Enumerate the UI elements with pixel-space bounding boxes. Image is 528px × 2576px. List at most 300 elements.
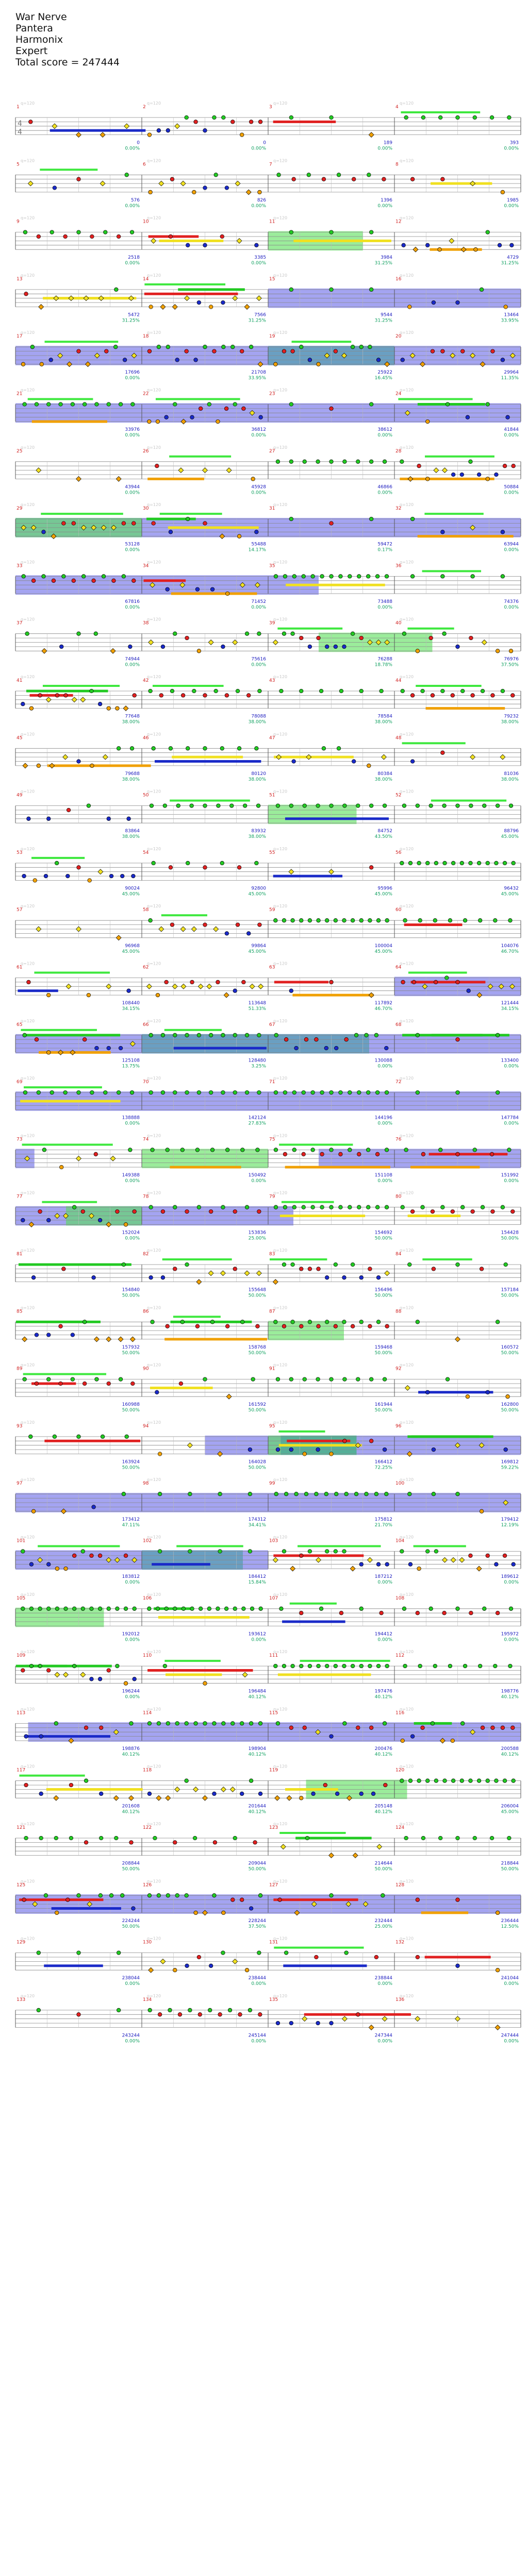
measure-score: 232444 xyxy=(374,1918,392,1924)
note-blue xyxy=(501,530,505,534)
sustain-yellow xyxy=(172,756,243,759)
measure-number: 14 xyxy=(143,276,149,282)
note-blue xyxy=(53,186,57,190)
note-green xyxy=(81,1607,85,1611)
note-green xyxy=(119,1377,123,1382)
star-power-bar xyxy=(42,1201,97,1203)
note-red xyxy=(212,349,217,353)
note-red xyxy=(242,407,246,411)
note-orange xyxy=(451,1739,455,1743)
note-green xyxy=(203,804,207,808)
note-green xyxy=(320,1205,324,1209)
note-green xyxy=(291,1262,295,1267)
measure-percent: 0.00% xyxy=(504,1064,519,1069)
note-green xyxy=(46,1607,51,1611)
note-blue xyxy=(258,1792,262,1796)
measure-number: 127 xyxy=(269,1882,278,1888)
tempo-marker: q=120 xyxy=(147,1822,161,1826)
note-red xyxy=(218,2013,222,2017)
measure-percent: 0.00% xyxy=(251,662,266,668)
tempo-marker: q=120 xyxy=(400,1076,414,1081)
tempo-marker: q=120 xyxy=(273,732,288,737)
measure-score: 228244 xyxy=(248,1918,266,1924)
note-red xyxy=(329,980,334,984)
measure-percent: 50.00% xyxy=(248,1293,266,1299)
note-green xyxy=(512,861,516,865)
measure-score: 95996 xyxy=(377,886,392,891)
measure-score: 208844 xyxy=(122,1861,140,1866)
measure-number: 81 xyxy=(16,1252,23,1257)
note-orange xyxy=(353,1853,358,1858)
measure-score: 150492 xyxy=(248,1173,266,1178)
note-red xyxy=(434,980,438,984)
note-green xyxy=(509,804,513,808)
note-red xyxy=(31,579,36,583)
note-green xyxy=(236,689,240,693)
measure-percent: 0.00% xyxy=(125,1637,140,1643)
measure-score: 128480 xyxy=(248,1058,266,1064)
note-green xyxy=(504,1262,508,1267)
measure-number: 94 xyxy=(143,1423,149,1429)
tempo-marker: q=120 xyxy=(400,1649,414,1655)
measure-row xyxy=(15,800,521,824)
measure-percent: 31.25% xyxy=(374,261,392,266)
note-blue xyxy=(92,1275,96,1279)
note-orange xyxy=(244,305,250,310)
note-green xyxy=(496,1033,500,1037)
note-red xyxy=(374,1955,378,1959)
note-blue xyxy=(169,530,173,534)
sustain-orange xyxy=(292,994,373,997)
note-blue xyxy=(21,702,25,706)
tempo-marker: q=120 xyxy=(147,789,161,794)
note-green xyxy=(486,230,490,234)
tempo-marker: q=120 xyxy=(400,1477,414,1483)
note-green xyxy=(222,115,226,120)
sustain-red xyxy=(404,923,463,926)
measure-number: 32 xyxy=(395,506,402,512)
note-red xyxy=(62,1267,66,1271)
note-yellow xyxy=(256,296,261,301)
note-red xyxy=(442,1611,447,1615)
measure-number: 97 xyxy=(16,1481,23,1487)
note-orange xyxy=(416,649,420,653)
note-yellow xyxy=(459,1557,465,1562)
measure-score: 159468 xyxy=(374,1344,392,1350)
note-green xyxy=(383,1722,387,1726)
measure-percent: 45.00% xyxy=(122,891,140,897)
note-red xyxy=(233,1267,237,1271)
note-green xyxy=(221,1090,225,1095)
tempo-marker: q=120 xyxy=(400,617,414,622)
note-green xyxy=(365,1033,369,1037)
note-green xyxy=(249,1722,253,1726)
note-red xyxy=(155,464,159,468)
note-green xyxy=(432,1492,436,1496)
note-red xyxy=(173,1267,177,1271)
note-green xyxy=(185,1033,189,1037)
note-green xyxy=(451,861,455,865)
measure-number: 11 xyxy=(269,219,275,225)
measure-score: 100004 xyxy=(374,943,392,949)
measure-score: 153836 xyxy=(248,1230,266,1236)
note-blue xyxy=(376,358,381,362)
note-green xyxy=(348,1205,352,1209)
note-yellow xyxy=(329,869,334,874)
tempo-marker: q=120 xyxy=(400,846,414,851)
tempo-marker: q=120 xyxy=(400,1822,414,1826)
measure-number: 122 xyxy=(143,1825,152,1830)
note-red xyxy=(173,1841,177,1845)
measure-percent: 0.00% xyxy=(377,1637,392,1643)
measure-percent: 25.00% xyxy=(374,1924,392,1929)
measure-score: 55488 xyxy=(251,542,266,547)
measure-number: 135 xyxy=(269,1997,278,2002)
note-yellow xyxy=(256,1271,261,1276)
note-yellow xyxy=(208,1271,213,1276)
measure-percent: 0.00% xyxy=(125,1580,140,1586)
measure-number: 76 xyxy=(395,1137,402,1142)
note-green xyxy=(130,230,134,234)
tempo-marker: q=120 xyxy=(21,1822,35,1826)
note-yellow xyxy=(175,1787,180,1792)
note-green xyxy=(501,689,505,693)
measure-score: 133400 xyxy=(501,1058,519,1064)
star-power-bar xyxy=(401,111,480,113)
sustain-blue xyxy=(282,1621,345,1623)
measure-percent: 38.00% xyxy=(248,719,266,725)
note-green xyxy=(87,804,91,808)
measure-score: 160572 xyxy=(501,1344,519,1350)
note-red xyxy=(77,2013,81,2017)
note-orange xyxy=(476,1566,482,1571)
note-red xyxy=(317,636,321,640)
note-green xyxy=(156,1607,160,1611)
note-red xyxy=(421,1152,425,1156)
note-yellow xyxy=(98,296,104,301)
note-green xyxy=(368,918,372,922)
measure-row xyxy=(15,1430,521,1457)
note-orange xyxy=(237,534,241,538)
note-yellow xyxy=(482,640,487,645)
measure-number: 73 xyxy=(16,1137,23,1142)
note-green xyxy=(368,345,372,349)
note-green xyxy=(98,1607,102,1611)
tempo-marker: q=120 xyxy=(400,675,414,679)
measure-number: 99 xyxy=(269,1481,275,1487)
note-green xyxy=(157,1894,161,1898)
note-orange xyxy=(466,1394,470,1399)
note-red xyxy=(282,1324,286,1328)
measure-score: 73488 xyxy=(377,599,392,604)
note-green xyxy=(289,288,293,292)
note-green xyxy=(233,1033,237,1037)
note-green xyxy=(77,632,81,636)
measure-percent: 50.00% xyxy=(248,1350,266,1356)
note-green xyxy=(218,1550,222,1554)
sustain-yellow xyxy=(158,1616,250,1619)
tempo-marker: q=120 xyxy=(21,1936,35,1941)
note-green xyxy=(63,1090,68,1095)
measure-percent: 50.00% xyxy=(248,1866,266,1872)
note-red xyxy=(256,1324,260,1328)
note-yellow xyxy=(377,1844,382,1849)
note-green xyxy=(376,1320,381,1324)
note-green xyxy=(158,1550,162,1554)
measure-number: 68 xyxy=(395,1022,402,1028)
note-green xyxy=(482,1607,486,1611)
note-green xyxy=(433,1664,437,1668)
note-green xyxy=(182,1607,186,1611)
note-green xyxy=(289,1377,293,1382)
measure-percent: 0.00% xyxy=(377,605,392,610)
note-green xyxy=(116,1664,120,1668)
note-orange xyxy=(46,1051,51,1055)
note-green xyxy=(329,804,334,808)
note-green xyxy=(114,288,119,292)
note-green xyxy=(276,804,280,808)
note-blue xyxy=(128,645,133,649)
note-green xyxy=(255,747,259,751)
note-red xyxy=(77,177,81,181)
measure-percent: 50.00% xyxy=(501,1408,519,1413)
tempo-marker: q=120 xyxy=(400,1707,414,1712)
note-red xyxy=(282,349,286,353)
tempo-marker: q=120 xyxy=(21,1993,35,1998)
measure-score: 156496 xyxy=(374,1287,392,1293)
note-green xyxy=(173,402,177,407)
tempo-marker: q=120 xyxy=(147,1879,161,1884)
measure-number: 27 xyxy=(269,448,275,454)
note-red xyxy=(356,1726,360,1730)
note-orange xyxy=(329,1853,334,1858)
note-yellow xyxy=(451,1557,456,1562)
measure-number: 50 xyxy=(143,793,149,798)
note-red xyxy=(236,923,240,927)
note-green xyxy=(164,1607,169,1611)
measure-percent: 40.12% xyxy=(501,1694,519,1700)
note-green xyxy=(218,1492,222,1496)
measure-number: 7 xyxy=(269,162,272,167)
measure-percent: 50.00% xyxy=(374,1866,392,1872)
note-green xyxy=(369,804,373,808)
note-green xyxy=(117,1951,121,1955)
note-green xyxy=(248,1550,252,1554)
note-blue xyxy=(494,1562,499,1567)
note-green xyxy=(383,460,387,464)
note-blue xyxy=(504,1447,508,1452)
note-green xyxy=(221,1205,225,1209)
tempo-marker: q=120 xyxy=(273,1190,288,1196)
note-red xyxy=(369,1726,373,1730)
measure-score: 43944 xyxy=(125,484,140,490)
note-blue xyxy=(161,645,165,649)
note-blue xyxy=(212,1792,217,1796)
note-green xyxy=(469,804,473,808)
measure-row xyxy=(15,1894,521,1915)
note-green xyxy=(385,575,389,579)
note-red xyxy=(164,980,169,984)
tempo-marker: q=120 xyxy=(147,445,161,450)
note-yellow xyxy=(342,2016,347,2022)
tempo-marker: q=120 xyxy=(21,961,35,966)
note-blue xyxy=(149,1275,153,1279)
note-yellow xyxy=(273,1557,278,1562)
note-red xyxy=(490,1152,494,1156)
note-green xyxy=(351,632,355,636)
note-red xyxy=(491,1726,495,1730)
note-green xyxy=(212,1894,217,1898)
note-green xyxy=(130,1090,134,1095)
note-green xyxy=(173,632,177,636)
note-green xyxy=(334,918,338,922)
note-yellow xyxy=(146,984,152,989)
sustain-red xyxy=(274,981,328,983)
note-blue xyxy=(194,358,198,362)
measure-row xyxy=(15,1029,521,1055)
note-yellow xyxy=(124,124,129,129)
note-orange xyxy=(417,1567,421,1571)
star-power-bar xyxy=(41,513,123,515)
tempo-marker: q=120 xyxy=(273,1535,288,1540)
measure-number: 117 xyxy=(16,1767,26,1773)
note-green xyxy=(72,1607,76,1611)
note-green xyxy=(249,1779,253,1783)
note-green xyxy=(410,575,415,579)
measure-number: 10 xyxy=(143,219,149,225)
note-green xyxy=(225,1148,229,1152)
tempo-marker: q=120 xyxy=(147,961,161,966)
note-blue xyxy=(133,1677,137,1681)
note-blue xyxy=(456,300,460,305)
tempo-marker: q=120 xyxy=(273,1707,288,1712)
note-green xyxy=(343,1377,347,1382)
note-green xyxy=(274,1205,278,1209)
note-green xyxy=(173,1033,177,1037)
measure-score: 154840 xyxy=(122,1287,140,1293)
note-red xyxy=(416,1898,420,1902)
note-green xyxy=(344,1492,349,1496)
note-orange xyxy=(31,1509,36,1513)
note-green xyxy=(173,1607,177,1611)
note-blue xyxy=(325,1275,329,1279)
note-red xyxy=(356,2013,360,2017)
note-yellow xyxy=(233,1959,238,1964)
tempo-marker: q=120 xyxy=(21,101,35,106)
note-green xyxy=(403,918,407,922)
note-green xyxy=(208,2008,212,2012)
note-orange xyxy=(149,305,153,309)
note-blue xyxy=(342,1275,346,1279)
note-green xyxy=(54,1836,58,1840)
note-green xyxy=(122,1262,126,1267)
measure-percent: 50.00% xyxy=(122,1866,140,1872)
time-signature-top: 4 xyxy=(18,119,22,128)
tempo-marker: q=120 xyxy=(21,617,35,622)
note-blue xyxy=(359,1792,364,1796)
note-green xyxy=(23,1033,27,1037)
measure-percent: 50.00% xyxy=(501,1293,519,1299)
measure-percent: 38.00% xyxy=(374,719,392,725)
measure-number: 43 xyxy=(269,678,275,683)
note-green xyxy=(425,861,430,865)
measure-number: 115 xyxy=(269,1710,278,1716)
measure-row xyxy=(15,1722,521,1743)
tempo-marker: q=120 xyxy=(400,1535,414,1540)
note-blue xyxy=(195,587,200,592)
note-green xyxy=(163,1664,167,1668)
measure-percent: 14.17% xyxy=(248,547,266,553)
tempo-marker: q=120 xyxy=(400,445,414,450)
note-green xyxy=(197,1090,201,1095)
note-green xyxy=(81,575,86,579)
note-green xyxy=(72,1664,76,1668)
measure-score: 79232 xyxy=(504,714,519,719)
note-red xyxy=(432,1267,436,1271)
note-yellow xyxy=(63,1672,69,1677)
measure-number: 93 xyxy=(16,1423,23,1429)
tempo-marker: q=120 xyxy=(273,215,288,221)
sustain-yellow xyxy=(408,1215,461,1217)
note-green xyxy=(473,1148,477,1152)
note-green xyxy=(418,1664,422,1668)
note-blue xyxy=(294,1046,299,1050)
measure-percent: 40.12% xyxy=(374,1809,392,1815)
star-power-bar xyxy=(31,857,85,859)
note-green xyxy=(221,1033,225,1037)
measure-percent: 40.12% xyxy=(374,1752,392,1757)
note-yellow xyxy=(180,927,186,932)
measure-score: 154692 xyxy=(374,1230,392,1236)
note-red xyxy=(94,1152,98,1156)
measure-score: 144196 xyxy=(374,1115,392,1121)
measure-score: 173412 xyxy=(122,1517,140,1522)
note-green xyxy=(248,1492,252,1496)
note-red xyxy=(240,349,244,353)
note-red xyxy=(456,1152,460,1156)
note-green xyxy=(357,1205,361,1209)
tempo-marker: q=120 xyxy=(400,789,414,794)
note-yellow xyxy=(500,754,505,760)
note-yellow xyxy=(449,238,454,243)
tempo-marker: q=120 xyxy=(147,1707,161,1712)
note-green xyxy=(258,689,262,693)
note-green xyxy=(375,575,380,579)
measure-score: 198876 xyxy=(122,1746,140,1752)
measure-number: 78 xyxy=(143,1194,149,1200)
measure-percent: 0.00% xyxy=(125,433,140,439)
measure-score: 108440 xyxy=(122,1001,140,1006)
tempo-marker: q=120 xyxy=(400,1764,414,1769)
measure-number: 104 xyxy=(395,1538,405,1544)
star-power-bar xyxy=(279,1143,353,1146)
note-orange xyxy=(303,1452,307,1456)
note-blue xyxy=(456,645,460,649)
measure-number: 129 xyxy=(16,1940,26,1945)
tempo-marker: q=120 xyxy=(273,1248,288,1253)
tempo-marker: q=120 xyxy=(147,1133,161,1138)
note-blue xyxy=(29,1562,34,1567)
tempo-marker: q=120 xyxy=(147,846,161,851)
measure-percent: 46.70% xyxy=(501,949,519,954)
measure-score: 46866 xyxy=(377,484,392,490)
note-green xyxy=(308,918,312,922)
measure-number: 91 xyxy=(269,1366,275,1372)
measure-score: 179412 xyxy=(501,1517,519,1522)
note-blue xyxy=(276,1447,280,1452)
note-green xyxy=(259,1607,263,1611)
tempo-marker: q=120 xyxy=(273,904,288,909)
